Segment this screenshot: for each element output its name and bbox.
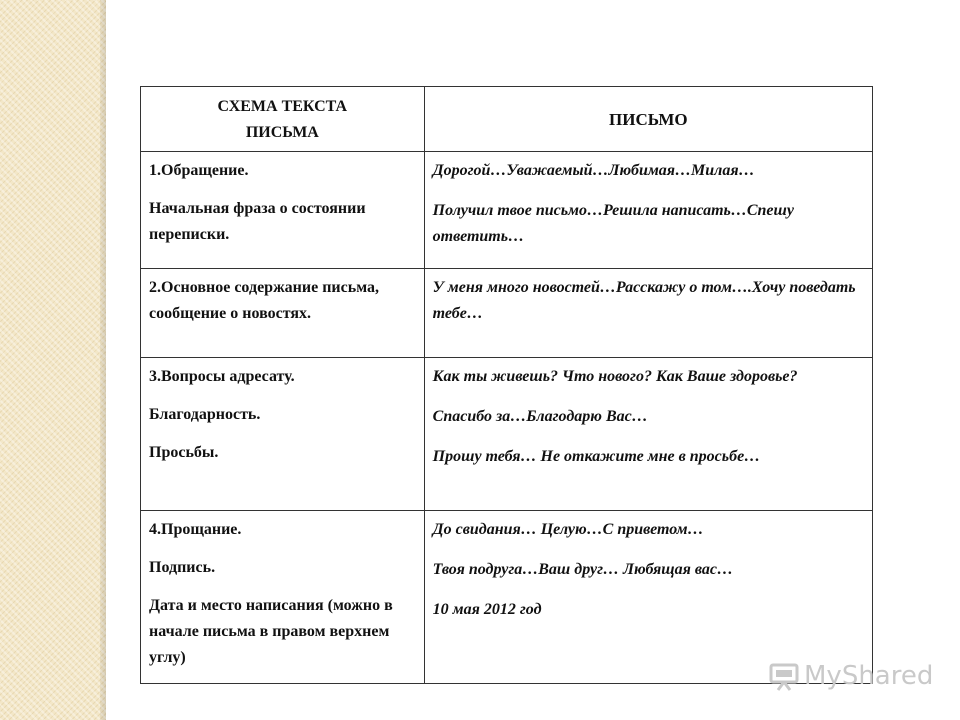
letter-cell [424,358,872,511]
watermark-text: MyShared [804,661,934,691]
letter-cell [424,269,872,358]
table-row [141,269,873,358]
letter-line: Как ты живешь? Что нового? Как Ваше здоровье? [432,368,798,385]
letter-line: 10 мая 2012 год [432,601,542,618]
scheme-line: 4.Прощание. [149,521,242,538]
header-letter: ПИСЬМО [424,87,872,152]
letter-cell [424,152,872,269]
letter-line: Прошу тебя… Не откажите мне в просьбе… [432,448,761,465]
scheme-line: Дата и место написания (можно в начале письма в правом верхнем углу) [149,597,393,666]
header-scheme-line1: СХЕМА ТЕКСТА [217,98,348,115]
table-row [141,152,873,269]
scheme-cell [141,511,425,684]
letter-line: У меня много новостей…Расскажу о том….Хочу поведать тебе… [432,279,856,322]
scheme-line: Просьбы. [149,444,219,461]
letter-line: Спасибо за…Благодарю Вас… [432,408,648,425]
scheme-line: 1.Обращение. [149,162,249,179]
decorative-side-stripe [0,0,106,720]
scheme-line: Благодарность. [149,406,261,423]
table-row [141,511,873,684]
scheme-cell [141,358,425,511]
letter-scheme-table [140,86,873,684]
header-scheme [141,87,425,152]
scheme-line: 2.Основное содержание письма, сообщение о новостях. [149,279,379,322]
letter-line: До свидания… Целую…С приветом… [432,521,704,538]
presentation-icon [768,660,800,692]
scheme-cell [141,269,425,358]
watermark [768,656,933,696]
letter-line: Дорогой…Уважаемый…Любимая…Милая… [432,162,755,179]
scheme-line: 3.Вопросы адресату. [149,368,295,385]
letter-line: Получил твое письмо…Решила написать…Спешу ответить… [432,202,794,245]
scheme-line: Подпись. [149,559,216,576]
scheme-cell [141,152,425,269]
table-header-row [141,87,873,152]
table-row [141,358,873,511]
header-scheme-line2: ПИСЬМА [245,124,319,141]
scheme-line: Начальная фраза о состоянии переписки. [149,200,366,243]
letter-line: Твоя подруга…Ваш друг… Любящая вас… [432,561,733,578]
